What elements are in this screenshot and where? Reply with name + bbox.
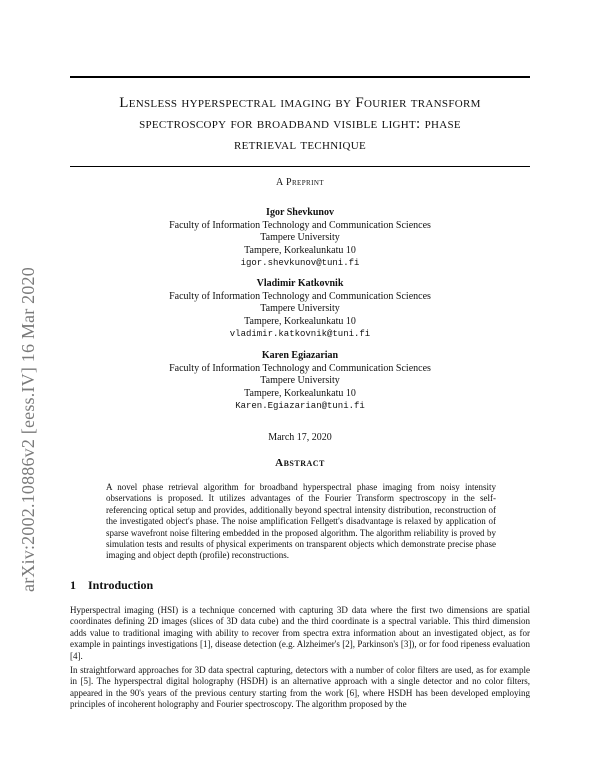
author-university: Tampere University [260, 375, 340, 386]
author-affiliation: Faculty of Information Technology and Communication Sciences [169, 219, 431, 231]
body-paragraph: In straightforward approaches for 3D data spectral capturing, detectors with a number of color filters are used, as for example in [5]. The hyperspectral digital holography (HSDH) is an alternative approach with a single detector and no color filters, appeared in the 90's years of the previous century starting from the work [6], where HSDH has been developed employing principles of incoherent holography and Fourier spectroscopy. The algorithm proposed by the [70, 665, 530, 710]
section-number: 1 [70, 578, 76, 592]
author-email[interactable]: Karen.Egiazarian@tuni.fi [235, 401, 365, 411]
author-address: Tampere, Korkealunkatu 10 [244, 315, 356, 327]
arxiv-identifier: arXiv:2002.10886v2 [eess.IV] 16 Mar 2020 [18, 267, 38, 592]
author-name: Vladimir Katkovnik [256, 278, 344, 289]
author-email[interactable]: vladimir.katkovnik@tuni.fi [229, 329, 371, 339]
paper-title [60, 93, 540, 156]
section-heading [70, 578, 153, 593]
author-block [0, 278, 600, 341]
title-rule-bottom [70, 166, 530, 167]
title-line: retrieval technique [233, 137, 367, 153]
author-email[interactable]: igor.shevkunov@tuni.fi [240, 258, 360, 268]
author-name: Karen Egiazarian [261, 350, 339, 361]
author-block [0, 207, 600, 270]
author-university: Tampere University [260, 303, 340, 314]
author-affiliation: Faculty of Information Technology and Communication Sciences [169, 290, 431, 302]
author-name: Igor Shevkunov [266, 207, 334, 218]
title-line: Lensless hyperspectral imaging by Fourier transform [119, 95, 481, 111]
author-block [0, 350, 600, 413]
author-affiliation: Faculty of Information Technology and Communication Sciences [169, 362, 431, 374]
abstract-text: A novel phase retrieval algorithm for broadband hyperspectral phase imaging from noisy intensity observations is proposed. It utilizes advantages of the Fourier Transform spectroscopy in the self-referencing optical setup and provides, additionally beyond spectral intensity distribution, reconstruction of the investigated object's phase. The noise amplification Fellgett's disadvantage is relaxed by application of sparse wavefront noise filtering embedded in the proposed algorithm. The algorithm reliability is proved by simulation tests and results of physical experiments on transparent objects which demonstrate precise phase imaging and object depth (profile) reconstructions. [106, 482, 496, 561]
author-university: Tampere University [260, 232, 340, 243]
author-address: Tampere, Korkealunkatu 10 [244, 387, 356, 399]
author-address: Tampere, Korkealunkatu 10 [244, 244, 356, 256]
publication-date: March 17, 2020 [268, 432, 332, 443]
preprint-label: A Preprint [276, 177, 324, 188]
abstract-heading: Abstract [275, 457, 325, 469]
section-title: Introduction [88, 578, 154, 592]
title-rule-top [70, 76, 530, 78]
body-paragraph: Hyperspectral imaging (HSI) is a technique concerned with capturing 3D data where the first two dimensions are spatial coordinates defining 2D images (slices of 3D data cube) and the third coordinate is a spectral variable. This third dimension adds value to traditional imaging with ability to recover from spectra extra information about an investigated object, as for example in paintings investigations [1], disease detection (e.g. Alzheimer's [2], Parkinson's [3]), or for food ripeness evaluation [4]. [70, 605, 530, 661]
title-line: spectroscopy for broadband visible light: phase [139, 116, 461, 132]
